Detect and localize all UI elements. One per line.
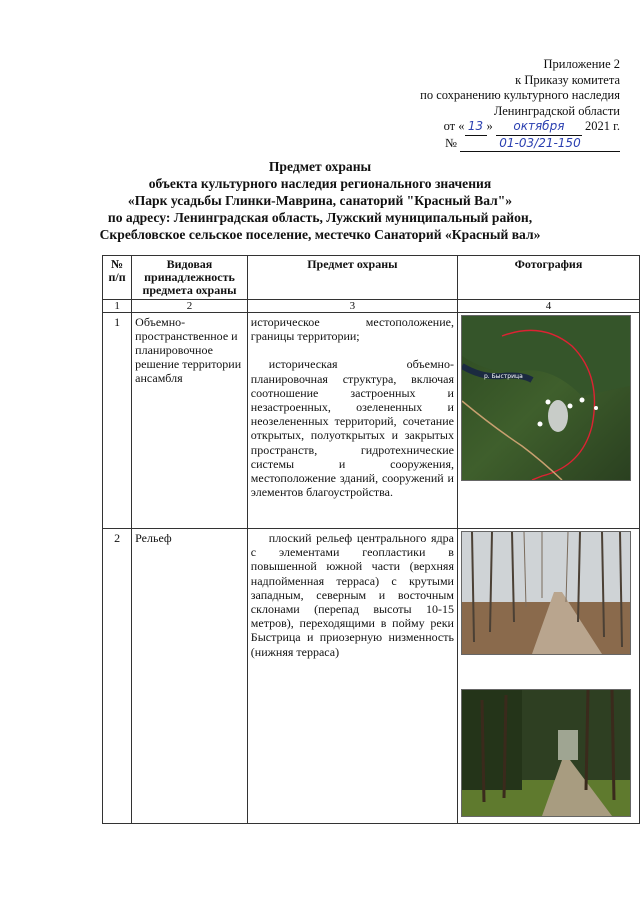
map-label: р. Быстрица bbox=[483, 373, 523, 380]
protection-table bbox=[102, 255, 640, 824]
appendix-line-3: по сохранению культурного наследия bbox=[420, 88, 620, 102]
header-photo: Фотография bbox=[457, 256, 639, 300]
forest-road-photo bbox=[461, 531, 631, 655]
col-number-3: 3 bbox=[247, 300, 457, 313]
table-row bbox=[103, 313, 640, 529]
satellite-map-image bbox=[461, 315, 631, 481]
park-alley-photo bbox=[461, 689, 631, 817]
appendix-line-1: Приложение 2 bbox=[543, 57, 620, 71]
subject-paragraph: плоский рельеф центрального ядра с элементами геопластики в повышенной южной части (верхняя надпойменная терраса) с крутыми западным, северным и восточным склонами (перепад высоты 10-15 метров), переходящими в пойму реки Быстрица и приозерную низменность (нижняя терраса) bbox=[250, 531, 454, 659]
row-photo-cell bbox=[457, 529, 639, 824]
row-num: 2 bbox=[103, 529, 132, 824]
row-type: Объемно-пространственное и планировочное решение территории ансамбля bbox=[132, 313, 248, 529]
col-number-4: 4 bbox=[457, 300, 639, 313]
number-value: 01-03/21-150 bbox=[460, 136, 620, 153]
title-line-5: Скребловское сельское поселение, местечко Санаторий «Красный вал» bbox=[99, 227, 541, 242]
subject-paragraph: историческое местоположение, границы территории; bbox=[250, 315, 454, 344]
row-subject bbox=[247, 313, 457, 529]
date-day: 13 bbox=[465, 119, 487, 136]
title-line-1: Предмет охраны bbox=[268, 159, 372, 174]
header-subject: Предмет охраны bbox=[247, 256, 457, 300]
appendix-block bbox=[420, 57, 620, 152]
title-line-3: «Парк усадьбы Глинки-Маврина, санаторий "Красный Вал"» bbox=[127, 193, 513, 208]
document-title bbox=[0, 158, 640, 243]
title-line-4: по адресу: Ленинградская область, Лужский муниципальный район, bbox=[107, 210, 533, 225]
date-prefix: от « bbox=[443, 119, 465, 133]
subject-paragraph: историческая объемно-планировочная структура, включая соотношение застроенных и незастроенных, озелененных и неозелененных территорий, сочетание открытых, полуоткрытых и закрытых пространств, гидротехнические системы и сооружения, местоположение зданий, сооружений и элементов благоустройства. bbox=[250, 357, 454, 500]
appendix-date bbox=[420, 119, 620, 136]
row-num: 1 bbox=[103, 313, 132, 529]
row-subject bbox=[247, 529, 457, 824]
column-number-row bbox=[103, 300, 640, 313]
row-type: Рельеф bbox=[132, 529, 248, 824]
number-prefix: № bbox=[444, 135, 457, 150]
date-mid: » bbox=[486, 119, 493, 133]
title-line-2: объекта культурного наследия регионального значения bbox=[148, 176, 492, 191]
date-month: октября bbox=[496, 119, 582, 136]
header-num: № п/п bbox=[103, 256, 132, 300]
header-type: Видовая принадлежность предмета охраны bbox=[132, 256, 248, 300]
col-number-1: 1 bbox=[103, 300, 132, 313]
date-year: 2021 г. bbox=[585, 119, 620, 133]
row-photo-cell bbox=[457, 313, 639, 529]
header-row bbox=[103, 256, 640, 300]
table-row bbox=[103, 529, 640, 824]
appendix-number bbox=[420, 136, 620, 153]
appendix-line-2: к Приказу комитета bbox=[515, 72, 620, 87]
appendix-line-4: Ленинградской области bbox=[493, 103, 620, 118]
col-number-2: 2 bbox=[132, 300, 248, 313]
